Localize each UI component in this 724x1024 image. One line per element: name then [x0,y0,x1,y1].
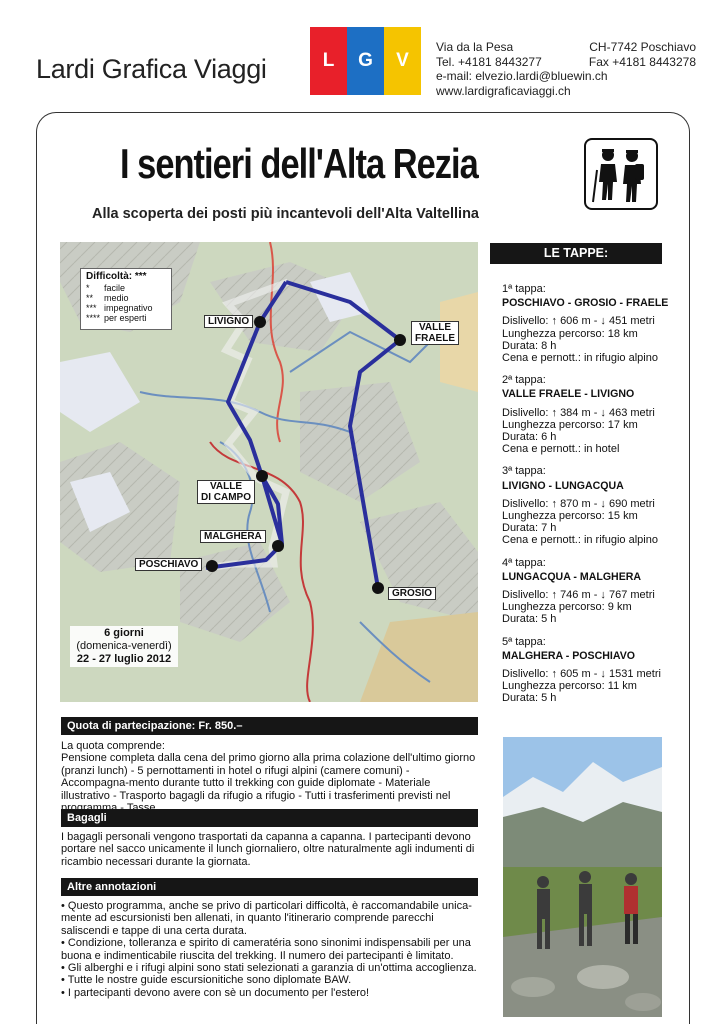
subtitle: Alla scoperta dei posti più incantevoli dell'Alta Valtellina [92,206,479,222]
annotazione-item: • Gli alberghi e i rifugi alpini sono stati selezionati a garanzia di un'ottima accoglienza. [61,962,477,975]
logo-letter-l: L [310,27,347,95]
stage-line: Cena e pernott.: in rifugio alpino [502,352,658,365]
stage-route: MALGHERA - POSCHIAVO [502,649,636,662]
legend-title-stars: *** [134,271,147,282]
stage-number: 4ª tappa: [502,556,546,569]
stage-line: Cena e pernott.: in hotel [502,443,620,456]
stage-number: 5ª tappa: [502,635,546,648]
legend-row [86,283,166,293]
stage-line: Durata: 5 h [502,692,557,705]
bagagli-heading: Bagagli [61,809,478,827]
annotazione-item: • Questo programma, anche se privo di particolari difficoltà, è raccomandabile unica-mente ad escursionisti ben allenati, in quanto l'itinerario comprende parecchi saliscendi e tappe di una certa durata. [61,900,472,937]
duration-days: (domenica-venerdì) [76,640,172,652]
legend-label: medio [104,293,129,303]
stage-3 [502,465,677,546]
annotazione-item: • Condizione, tolleranza e spirito di cameratéria sono sinonimi indispensabili per una buona e indimenticabile riuscita del trekking. Il numero dei partecipanti è limitato. [61,937,471,962]
stage-route: LIVIGNO - LUNGACQUA [502,479,624,492]
map-label-valle-fraele [411,321,459,345]
email[interactable]: e-mail: elvezio.lardi@bluewin.ch [436,69,608,84]
company-name: Lardi Grafica Viaggi [36,54,267,84]
map-label-livigno: LIVIGNO [204,315,253,328]
stage-2 [502,374,677,455]
map-label-poschiavo: POSCHIAVO [135,558,202,571]
annotazioni-list [61,900,479,999]
duration: 6 giorni [104,627,144,639]
map-label-line: VALLE [418,322,452,333]
legend-title: Difficoltà: [86,271,133,282]
legend-row [86,293,166,303]
stage-1 [502,283,677,364]
quota-section [61,740,479,814]
hiking-photo [503,737,662,1017]
stage-number: 3ª tappa: [502,465,546,478]
contact-info [436,40,696,98]
map-label-malghera: MALGHERA [200,530,266,543]
legend-stars: * [86,283,90,293]
map-label-line: VALLE [209,481,243,492]
stage-route: VALLE FRAELE - LIVIGNO [502,388,635,401]
trip-duration [70,626,178,667]
stage-5 [502,636,677,705]
quota-intro: La quota comprende: [61,740,165,752]
legend-label: per esperti [104,313,147,323]
page-title: I sentieri dell'Alta Rezia [120,140,478,187]
quota-heading: Quota di partecipazione: Fr. 850.– [61,717,478,735]
stage-line: Dislivello: ↑ 870 m - ↓ 690 metri [502,497,655,510]
stage-line: Dislivello: ↑ 746 m - ↓ 767 metri [502,589,655,602]
stage-line: Durata: 7 h [502,522,557,535]
annotazione-item: • Tutte le nostre guide escursionitiche sono diplomate BAW. [61,974,352,987]
legend-row [86,303,166,313]
tappe-heading: LE TAPPE: [490,243,662,264]
website-link[interactable]: www.lardigraficaviaggi.ch [436,83,571,98]
annotazioni-heading: Altre annotazioni [61,878,478,896]
lgv-logo [310,27,421,95]
stage-line: Lunghezza percorso: 9 km [502,601,632,614]
annotazione-item: • I partecipanti devono avere con sè un documento per l'estero! [61,986,370,999]
stage-line: Dislivello: ↑ 605 m - ↓ 1531 metri [502,668,661,681]
map-label-line: DI CAMPO [201,492,251,503]
legend-stars: **** [86,313,101,323]
legend-row [86,313,166,323]
stage-4 [502,557,677,626]
hikers-icon [584,138,658,210]
fax: Fax +4181 8443278 [588,54,696,69]
logo-letter-g: G [347,27,384,95]
stage-line: Lunghezza percorso: 18 km [502,327,638,340]
stage-line: Durata: 5 h [502,613,557,626]
stage-number: 2ª tappa: [502,374,546,387]
tappe-list [502,283,677,715]
legend-label: impegnativo [104,303,153,313]
tel: Tel. +4181 8443277 [436,54,542,69]
stage-line: Durata: 8 h [502,339,557,352]
stage-line: Dislivello: ↑ 606 m - ↓ 451 metri [502,315,655,328]
stage-route: POSCHIAVO - GROSIO - FRAELE [502,297,669,310]
address-city: CH-7742 Poschiavo [589,40,696,54]
address-street: Via da la Pesa [436,40,514,54]
stage-line: Cena e pernott.: in rifugio alpino [502,534,658,547]
stage-line: Lunghezza percorso: 17 km [502,418,638,431]
stage-line: Durata: 6 h [502,431,557,444]
legend-label: facile [104,283,126,293]
legend-stars: ** [86,293,94,303]
difficulty-legend [80,268,172,330]
stage-line: Lunghezza percorso: 11 km [502,680,637,693]
quota-text: Pensione completa dalla cena del primo giorno alla prima colazione dell'ultimo giorno (pranzi lunch) - 5 pernottamenti in hotel o rifugi alpini (camere comuni) - Accompagna-mento durante tutto il trekking con guide diplomate - Materiale illustrativo - Trasporto bagagli da rifugio a rifugio - Tutti i trasferimenti previsti nel [61,752,476,802]
trip-dates: 22 - 27 luglio 2012 [76,653,172,665]
logo-letter-v: V [384,27,421,95]
map-label-valle-di-campo [197,480,255,504]
stage-route: LUNGACQUA - MALGHERA [502,570,642,583]
map-label-grosio: GROSIO [388,587,436,600]
stage-line: Lunghezza percorso: 15 km [502,510,638,523]
stage-number: 1ª tappa: [502,283,546,295]
stage-line: Dislivello: ↑ 384 m - ↓ 463 metri [502,406,655,419]
map-label-line: FRAELE [415,333,455,344]
legend-stars: *** [86,303,97,313]
bagagli-text: I bagagli personali vengono trasportati da capanna a capanna. I partecipanti devono portare nel sacco unicamente il lunch giornaliero, oltre naturalmente agli indumenti di ricambio necessari durante la giornata. [61,831,475,868]
